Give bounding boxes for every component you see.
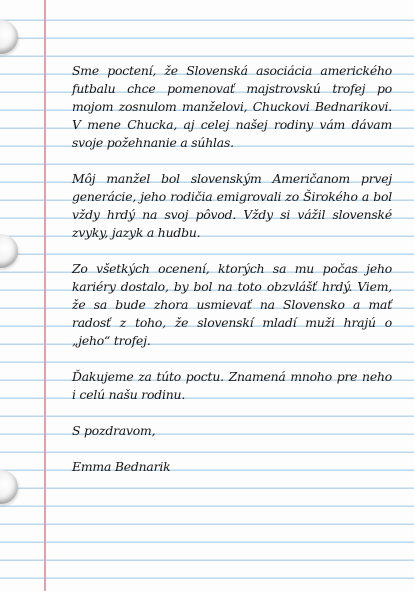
letter-paragraph: Zo všetkých ocenení, ktorých sa mu počas jeho kariéry dostalo, by bol na toto obzvlášť hrdý. Viem, že sa bude zhora usmievať na Slovensko a mať radosť z toho, že slovenskí mladí muži hrajú o „jeho“ trofej. bbox=[72, 261, 392, 348]
binder-hole bbox=[0, 470, 18, 504]
binder-hole bbox=[0, 20, 18, 54]
margin-line bbox=[44, 0, 46, 591]
letter-signature: Emma Bednarik bbox=[72, 459, 171, 474]
letter-paragraph: Sme poctení, že Slovenská asociácia amerického futbalu chce pomenovať majstrovskú trofej po mojom zosnulom manželovi, Chuckovi Bednarikovi. V mene Chucka, aj celej našej rodiny vám dávam svoje požehnanie a súhlas. bbox=[72, 63, 392, 150]
letter-body bbox=[72, 62, 392, 476]
letter-closing: S pozdravom, bbox=[72, 423, 156, 438]
letter-paragraph: Ďakujeme za túto poctu. Znamená mnoho pre neho i celú našu rodinu. bbox=[72, 369, 392, 402]
binder-hole bbox=[0, 234, 18, 268]
letter-paragraph: Môj manžel bol slovenským Američanom prvej generácie, jeho rodičia emigrovali zo Širokého a bol vždy hrdý na svoj pôvod. Vždy si vážil slovenské zvyky, jazyk a hudbu. bbox=[72, 171, 392, 240]
